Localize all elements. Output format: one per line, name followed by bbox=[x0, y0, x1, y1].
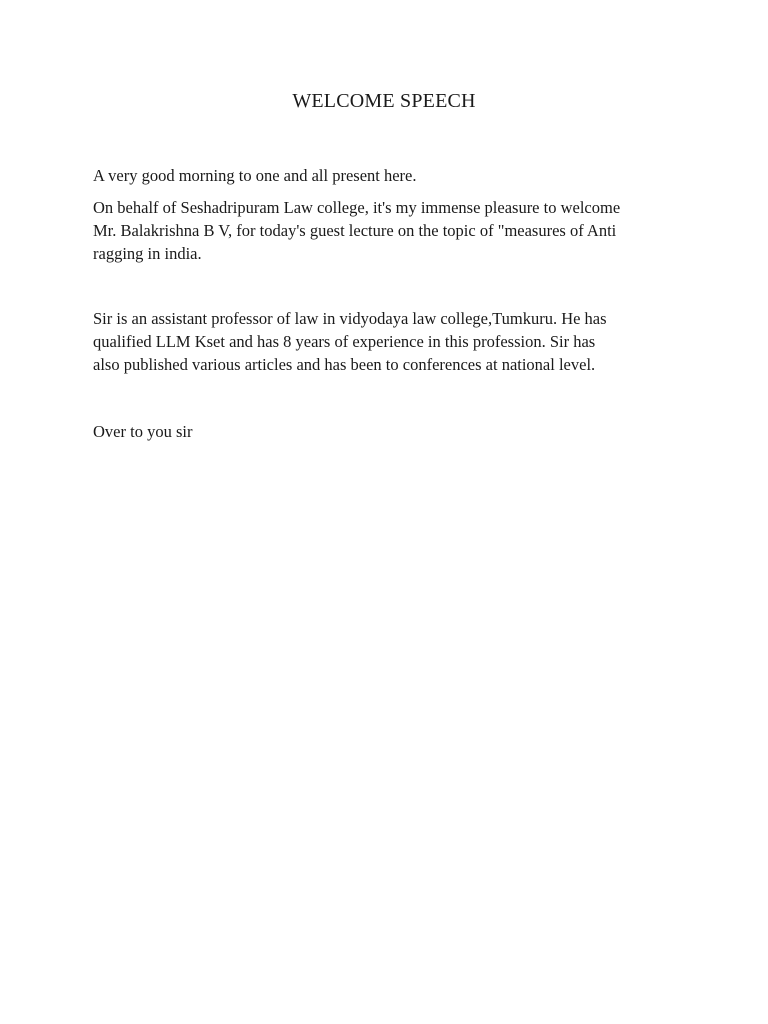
welcome-line-3: ragging in india. bbox=[93, 244, 202, 263]
welcome-paragraph bbox=[93, 196, 693, 265]
welcome-line-1: On behalf of Seshadripuram Law college, it's my immense pleasure to welcome bbox=[93, 198, 621, 217]
welcome-line-2: Mr. Balakrishna B V, for today's guest lecture on the topic of "measures of Anti bbox=[93, 221, 617, 240]
closing-paragraph bbox=[93, 420, 693, 443]
greeting-line: A very good morning to one and all present here. bbox=[93, 166, 417, 185]
introduction-line-3: also published various articles and has been to conferences at national level. bbox=[93, 355, 596, 374]
greeting-paragraph bbox=[93, 164, 693, 187]
page-title: WELCOME SPEECH bbox=[292, 90, 476, 112]
introduction-line-2: qualified LLM Kset and has 8 years of experience in this profession. Sir has bbox=[93, 332, 596, 351]
introduction-paragraph bbox=[93, 307, 693, 376]
introduction-line-1: Sir is an assistant professor of law in vidyodaya law college,Tumkuru. He has bbox=[93, 309, 607, 328]
closing-line: Over to you sir bbox=[93, 422, 193, 441]
